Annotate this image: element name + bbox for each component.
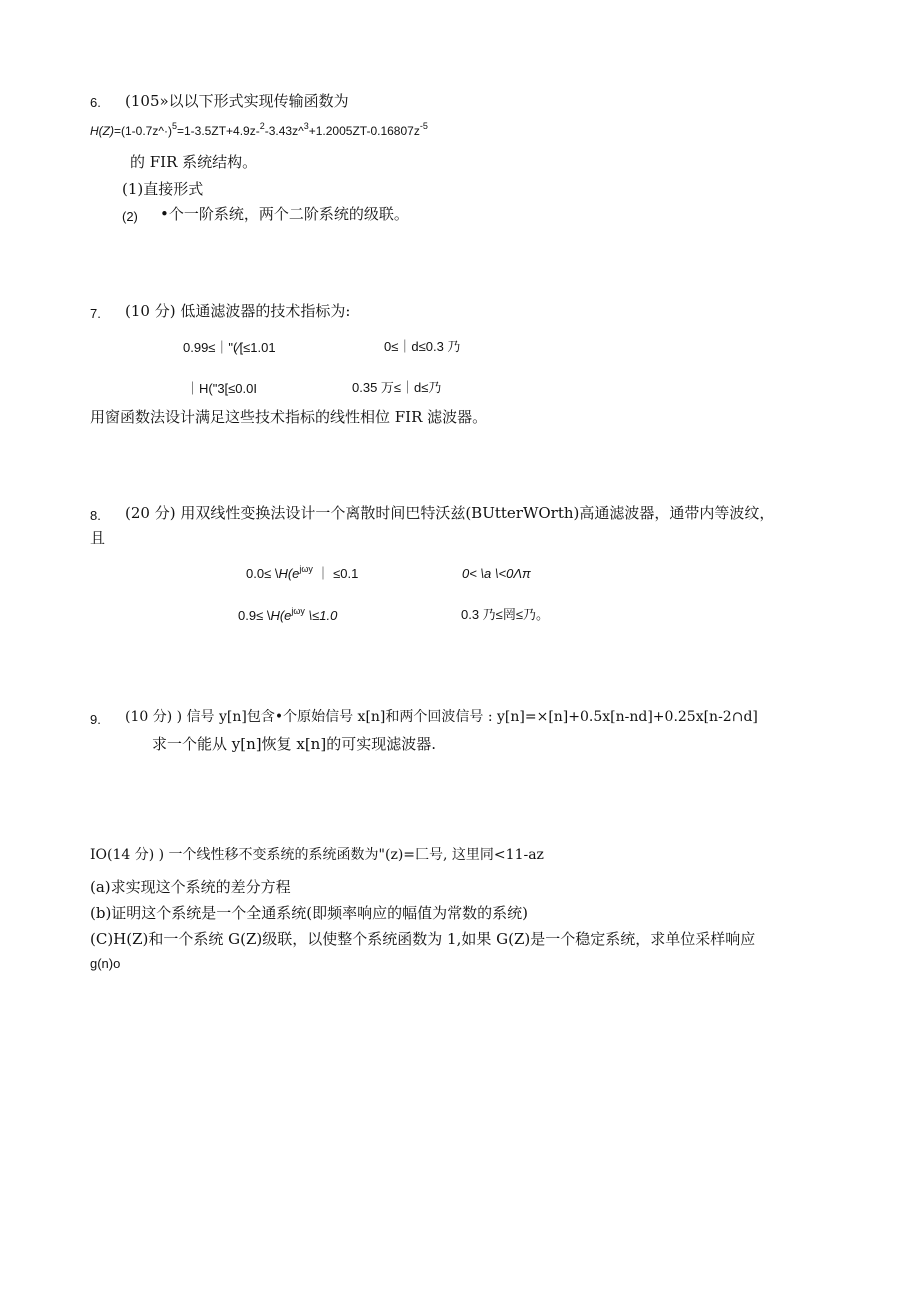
q7-condition-2a: ｜H("3[≤0.0I [186, 381, 257, 396]
q9-heading: (10 分) ) 信号 y[n]包含•个原始信号 x[n]和两个回波信号 : y[n]=×[n]+0.5x[n-nd]+0.25x[n-2∩d] [125, 709, 758, 725]
q8-heading: (20 分) 用双线性变换法设计一个离散时间巴特沃兹(BUtterWOrth)高通滤波器，通带内等波纹， [125, 504, 775, 522]
q8-condition-2a: $0.9\le \backslash H(e^{j\omega y}$ \≤1.0 [238, 606, 338, 623]
q6-heading: (105»以以下形式实现传输函数为 [125, 92, 349, 110]
q8-condition-1b: 0< \a \<0Λπ [462, 566, 531, 581]
q6-number: 6. [90, 95, 101, 110]
q7-condition-2b: 0.35 万≤｜d≤乃 [352, 380, 442, 395]
q9-number: 9. [90, 712, 101, 727]
q6-item2: •个一阶系统，两个二阶系统的级联。 [160, 205, 409, 223]
q7-condition-1b: 0≤｜d≤0.3 乃 [384, 339, 461, 354]
q7-heading: (10 分) 低通滤波器的技术指标为: [125, 302, 351, 320]
q10-item-b: (b)证明这个系统是一个全通系统(即频率响应的幅值为常数的系统) [90, 904, 529, 922]
q10-item-c: (C)H(Z)和一个系统 G(Z)级联，以使整个系统函数为 1,如果 G(Z)是一个稳定系统，求单位采样响应 [90, 930, 756, 948]
q6-item2-number: (2) [122, 209, 138, 224]
q6-transfer-function: $H(Z)=(1-0.7z\^{}\cdot)^5=1-3.5ZT+4.9z-^2-3.43z\^{}^3+1.2005ZT-0.16807z^{-5}$ [90, 121, 428, 138]
q7-tail: 用窗函数法设计满足这些技术指标的线性相位 FIR 滤波器。 [90, 408, 488, 426]
q7-number: 7. [90, 306, 101, 321]
q9-line2: 求一个能从 y[n]恢复 x[n]的可实现滤波器. [152, 735, 436, 753]
q8-continuation: 且 [90, 529, 106, 547]
q8-condition-2b: 0.3 乃≤罔≤乃。 [461, 607, 549, 622]
q8-condition-1a: $0.0\le \backslash H(e^{j\omega y}$ ｜ ≤0.1 [246, 564, 359, 581]
q10-item-a: (a)求实现这个系统的差分方程 [90, 878, 291, 896]
q10-heading: IO(14 分) ) 一个线性移不变系统的系统函数为"(z)=匚号, 这里同<11-az [90, 847, 544, 863]
q10-item-c-cont: g(n)o [90, 956, 121, 971]
q6-line2: 的 FIR 系统结构。 [130, 153, 258, 171]
q8-number: 8. [90, 508, 101, 523]
q7-condition-1a: 0.99≤｜"(∕[≤1.01 [183, 340, 276, 355]
q6-item1: (1)直接形式 [122, 180, 204, 198]
